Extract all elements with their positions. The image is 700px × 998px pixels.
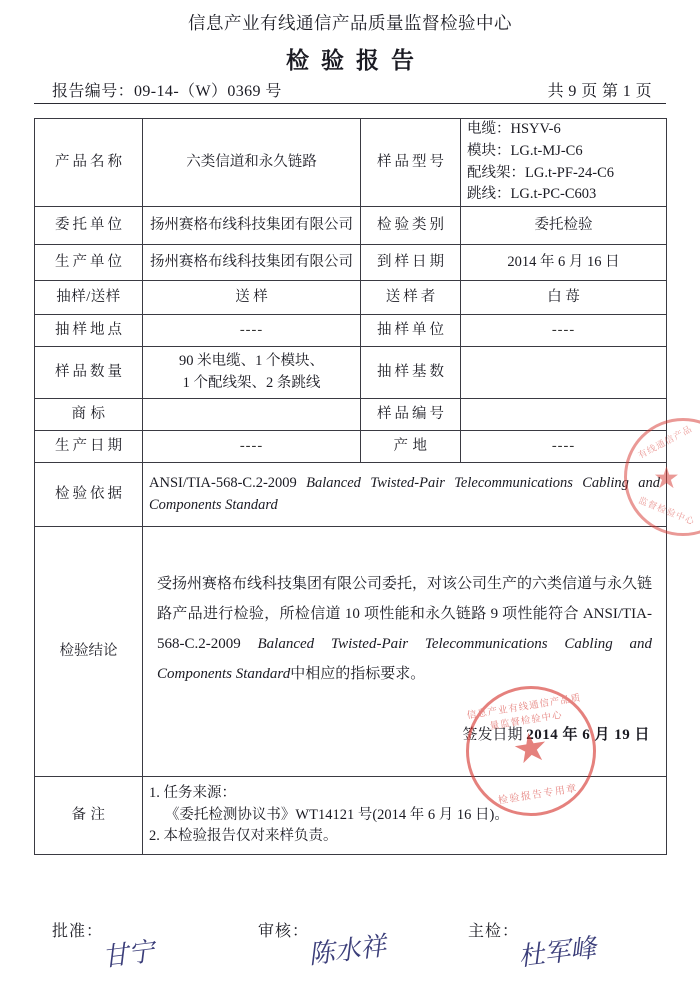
- manufacturer-label: 生产单位: [35, 245, 143, 281]
- table-row: [35, 347, 667, 399]
- arrival-date-label: 到样日期: [361, 245, 461, 281]
- table-row: [35, 281, 667, 315]
- trademark-label: 商 标: [35, 399, 143, 431]
- issue-date: [462, 724, 650, 747]
- stamp-bottom-text: 检验报告专用章: [497, 783, 579, 807]
- conclusion-cell: [143, 527, 667, 777]
- remark-line-2: 《委托检测协议书》WT14121 号(2014 年 6 月 16 日)。: [164, 806, 509, 823]
- issue-date-row: [143, 705, 666, 749]
- product-name-label: 产品名称: [35, 119, 143, 207]
- approve-signature: 甘宁: [100, 936, 156, 974]
- stamp-top-text: 信息产业有线通信产品质量监督检验中心: [466, 692, 582, 733]
- basis-standard-code: ANSI/TIA-568-C.2-2009: [149, 474, 307, 491]
- inspection-type-value: 委托检验: [461, 207, 667, 245]
- issue-date-value: 2014 年 6 月 19 日: [526, 727, 650, 743]
- conclusion-paragraph-2: 中相应的指标要求。: [290, 665, 426, 682]
- inspection-basis-label: 检验依据: [35, 463, 143, 527]
- trademark-value: [143, 399, 361, 431]
- basis-standard-title: Balanced Twisted-Pair Telecommunications Cabling and Components Standard: [149, 474, 660, 513]
- conclusion-label: 检验结论: [35, 527, 143, 777]
- sample-model-value: [461, 119, 667, 207]
- conclusion-paragraph-1: 受扬州赛格布线科技集团有限公司委托，对该公司生产的六类信道与永久链路产品进行检验，所检信道 10 项性能和永久链路 9 项性能符合 ANSI/TIA-568-C.2-2009: [157, 575, 653, 652]
- remark-value: [143, 777, 667, 855]
- remark-line-3: 2. 本检验报告仅对来样负责。: [149, 828, 338, 845]
- table-row: [35, 207, 667, 245]
- product-name-value: 六类信道和永久链路: [143, 119, 361, 207]
- sampling-place-label: 抽样地点: [35, 315, 143, 347]
- approve-label: 批准：: [52, 923, 104, 940]
- sample-quantity-line-1: 90 米电缆、1 个模块、: [179, 352, 324, 369]
- production-date-value: ----: [143, 431, 361, 463]
- sampling-mode-label: 抽样/送样: [35, 281, 143, 315]
- inspection-basis-value: [143, 463, 667, 527]
- edge-stamp-bottom-text: 监督检验中心: [636, 496, 697, 528]
- header-divider: [34, 103, 666, 104]
- table-row: [35, 431, 667, 463]
- conclusion-standard-title: Balanced Twisted-Pair Telecommunications Cabling and Components Standard: [157, 635, 652, 682]
- sample-quantity-label: 样品数量: [35, 347, 143, 399]
- conclusion-text: [143, 555, 666, 705]
- table-row: [35, 245, 667, 281]
- edge-stamp-top-text: 有线通信产品: [636, 424, 695, 462]
- page-title: 检验报告: [286, 47, 426, 74]
- chief-inspector-label: 主检：: [468, 923, 520, 940]
- manufacturer-value: 扬州赛格布线科技集团有限公司: [143, 245, 361, 281]
- star-icon: ★: [653, 462, 680, 495]
- client-value: 扬州赛格布线科技集团有限公司: [143, 207, 361, 245]
- sampling-mode-value: 送 样: [143, 281, 361, 315]
- remark-line-1: 1. 任务来源：: [149, 784, 236, 801]
- inspection-type-label: 检验类别: [361, 207, 461, 245]
- client-label: 委托单位: [35, 207, 143, 245]
- sample-quantity-value: [143, 347, 361, 399]
- table-row: [35, 315, 667, 347]
- table-row: [35, 399, 667, 431]
- review-label: 审核：: [258, 923, 310, 940]
- page-count: 共 9 页 第 1 页: [547, 83, 652, 100]
- origin-label: 产 地: [361, 431, 461, 463]
- sample-model-line-patchcord: 跳线：LG.t-PC-C603: [467, 186, 597, 203]
- report-number: 报告编号：09-14-（W）0369 号: [52, 83, 282, 100]
- origin-value: ----: [461, 431, 667, 463]
- table-row: [35, 119, 667, 207]
- page-header-organization: 信息产业有线通信产品质量监督检验中心: [188, 14, 512, 34]
- table-row: [35, 527, 667, 777]
- sampling-base-value: [461, 347, 667, 399]
- table-row: [35, 463, 667, 527]
- sampling-base-label: 抽样基数: [361, 347, 461, 399]
- remark-label: 备 注: [35, 777, 143, 855]
- chief-inspector-signature: 杜军峰: [516, 933, 598, 973]
- sample-number-value: [461, 399, 667, 431]
- star-icon: ★: [509, 723, 552, 774]
- sampling-unit-label: 抽样单位: [361, 315, 461, 347]
- review-signature: 陈水祥: [306, 931, 388, 971]
- report-info-table: [34, 118, 667, 855]
- sample-model-line-module: 模块：LG.t-MJ-C6: [467, 142, 583, 159]
- sample-number-label: 样品编号: [361, 399, 461, 431]
- signature-footer: [0, 908, 700, 998]
- sample-model-line-patchpanel: 配线架：LG.t-PF-24-C6: [467, 164, 615, 181]
- deliverer-value: 白 苺: [461, 281, 667, 315]
- sample-model-label: 样品型号: [361, 119, 461, 207]
- table-row: [35, 777, 667, 855]
- sample-model-line-cable: 电缆：HSYV-6: [467, 121, 561, 137]
- production-date-label: 生产日期: [35, 431, 143, 463]
- issue-date-label: 签发日期: [462, 727, 523, 743]
- sample-quantity-line-2: 1 个配线架、2 条跳线: [182, 374, 321, 391]
- sampling-unit-value: ----: [461, 315, 667, 347]
- arrival-date-value: 2014 年 6 月 16 日: [461, 245, 667, 281]
- sampling-place-value: ----: [143, 315, 361, 347]
- deliverer-label: 送样者: [361, 281, 461, 315]
